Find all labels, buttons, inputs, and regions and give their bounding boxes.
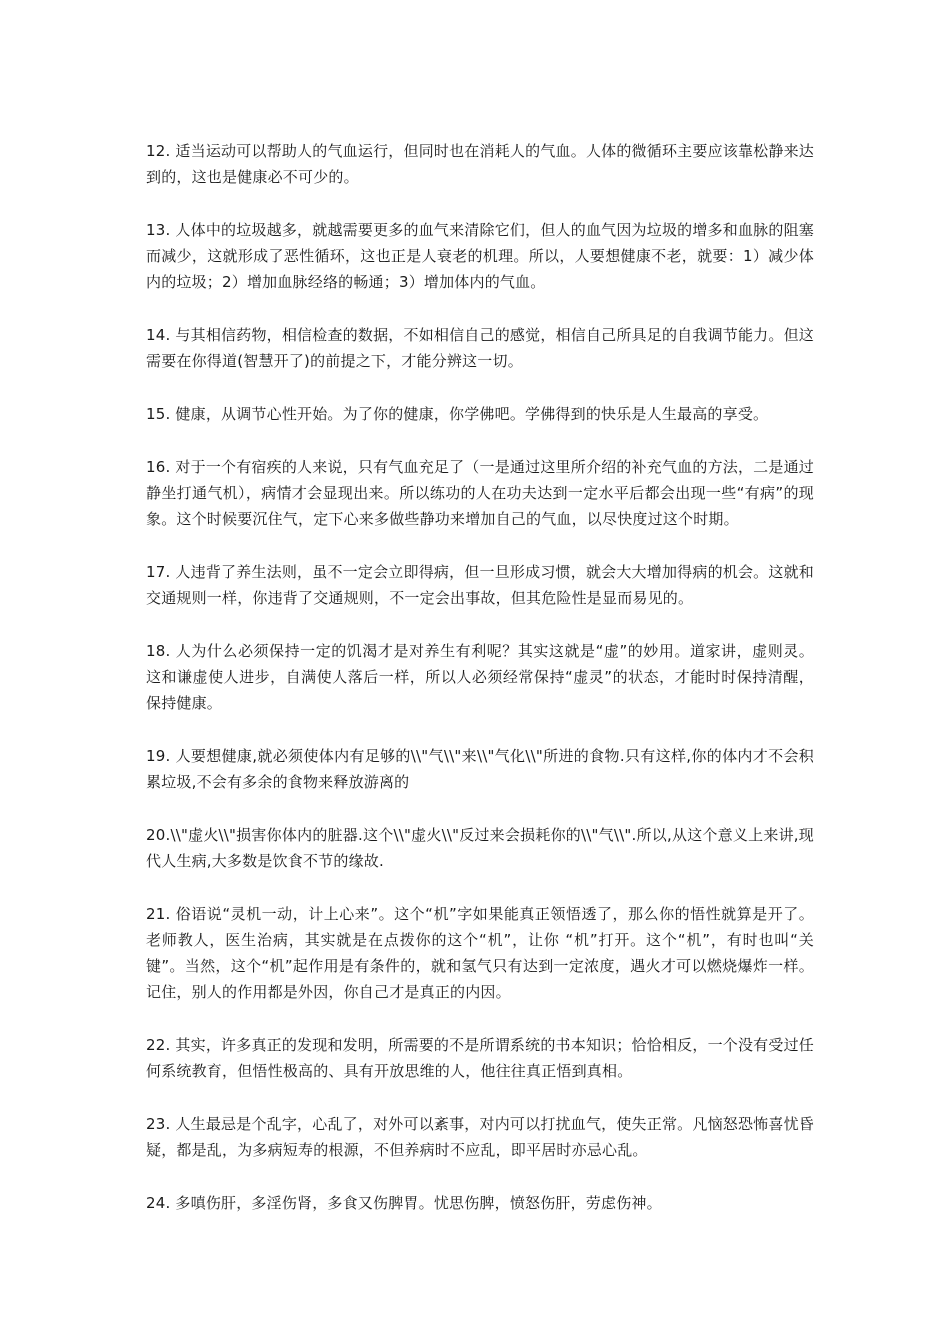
paragraph-13: 13. 人体中的垃圾越多，就越需要更多的血气来清除它们，但人的血气因为垃圾的增多和血脉的阻塞而减少，这就形成了恶性循环，这也正是人衰老的机理。所以，人要想健康不老，就要：1）减少体内的垃圾；2）增加血脉经络的畅通；3）增加体内的气血。 [146, 221, 814, 291]
paragraph-16: 16. 对于一个有宿疾的人来说，只有气血充足了（一是通过这里所介绍的补充气血的方法，二是通过静坐打通气机），病情才会显现出来。所以练功的人在功夫达到一定水平后都会出现一些“有病”的现象。这个时候要沉住气，定下心来多做些静功来增加自己的气血，以尽快度过这个时期。 [146, 458, 814, 528]
paragraph-23: 23. 人生最忌是个乱字，心乱了，对外可以紊事，对内可以打扰血气，使失正常。凡恼怒恐怖喜忧昏疑，都是乱，为多病短寿的根源，不但养病时不应乱，即平居时亦忌心乱。 [146, 1115, 814, 1159]
paragraph-22: 22. 其实，许多真正的发现和发明，所需要的不是所谓系统的书本知识；恰恰相反，一个没有受过任何系统教育，但悟性极高的、具有开放思维的人，他往往真正悟到真相。 [146, 1036, 814, 1080]
paragraph-17: 17. 人违背了养生法则，虽不一定会立即得病，但一旦形成习惯，就会大大增加得病的机会。这就和交通规则一样，你违背了交通规则，不一定会出事故，但其危险性是显而易见的。 [146, 563, 814, 607]
paragraph-19: 19. 人要想健康,就必须使体内有足够的\\"气\\"来\\"气化\\"所进的食物.只有这样,你的体内才不会积累垃圾,不会有多余的食物来释放游离的 [146, 747, 814, 791]
paragraph-12: 12. 适当运动可以帮助人的气血运行，但同时也在消耗人的气血。人体的微循环主要应该靠松静来达到的，这也是健康必不可少的。 [146, 142, 814, 186]
paragraph-15: 15. 健康，从调节心性开始。为了你的健康，你学佛吧。学佛得到的快乐是人生最高的享受。 [146, 405, 769, 423]
paragraph-14: 14. 与其相信药物，相信检查的数据，不如相信自己的感觉，相信自己所具足的自我调节能力。但这需要在你得道(智慧开了)的前提之下，才能分辨这一切。 [146, 326, 814, 370]
paragraph-18: 18. 人为什么必须保持一定的饥渴才是对养生有利呢？其实这就是“虚”的妙用。道家讲，虚则灵。这和谦虚使人进步，自满使人落后一样，所以人必须经常保持“虚灵”的状态，才能时时保持清醒，保持健康。 [146, 642, 814, 712]
paragraph-20: 20.\\"虚火\\"损害你体内的脏器.这个\\"虚火\\"反过来会损耗你的\\"气\\".所以,从这个意义上来讲,现代人生病,大多数是饮食不节的缘故. [146, 826, 814, 870]
paragraph-24: 24. 多嗔伤肝，多淫伤肾，多食又伤脾胃。忧思伤脾，愤怒伤肝，劳虑伤神。 [146, 1194, 662, 1212]
document-body [146, 138, 814, 1243]
paragraph-21: 21. 俗语说“灵机一动，计上心来”。这个“机”字如果能真正领悟透了，那么你的悟性就算是开了。老师教人，医生治病，其实就是在点拨你的这个“机”，让你 “机”打开。这个“机”，有时也叫“关键”。当然，这个“机”起作用是有条件的，就和氢气只有达到一定浓度，遇火才可以燃烧爆炸一样。记住，别人的作用都是外因，你自己才是真正的内因。 [146, 905, 814, 1001]
